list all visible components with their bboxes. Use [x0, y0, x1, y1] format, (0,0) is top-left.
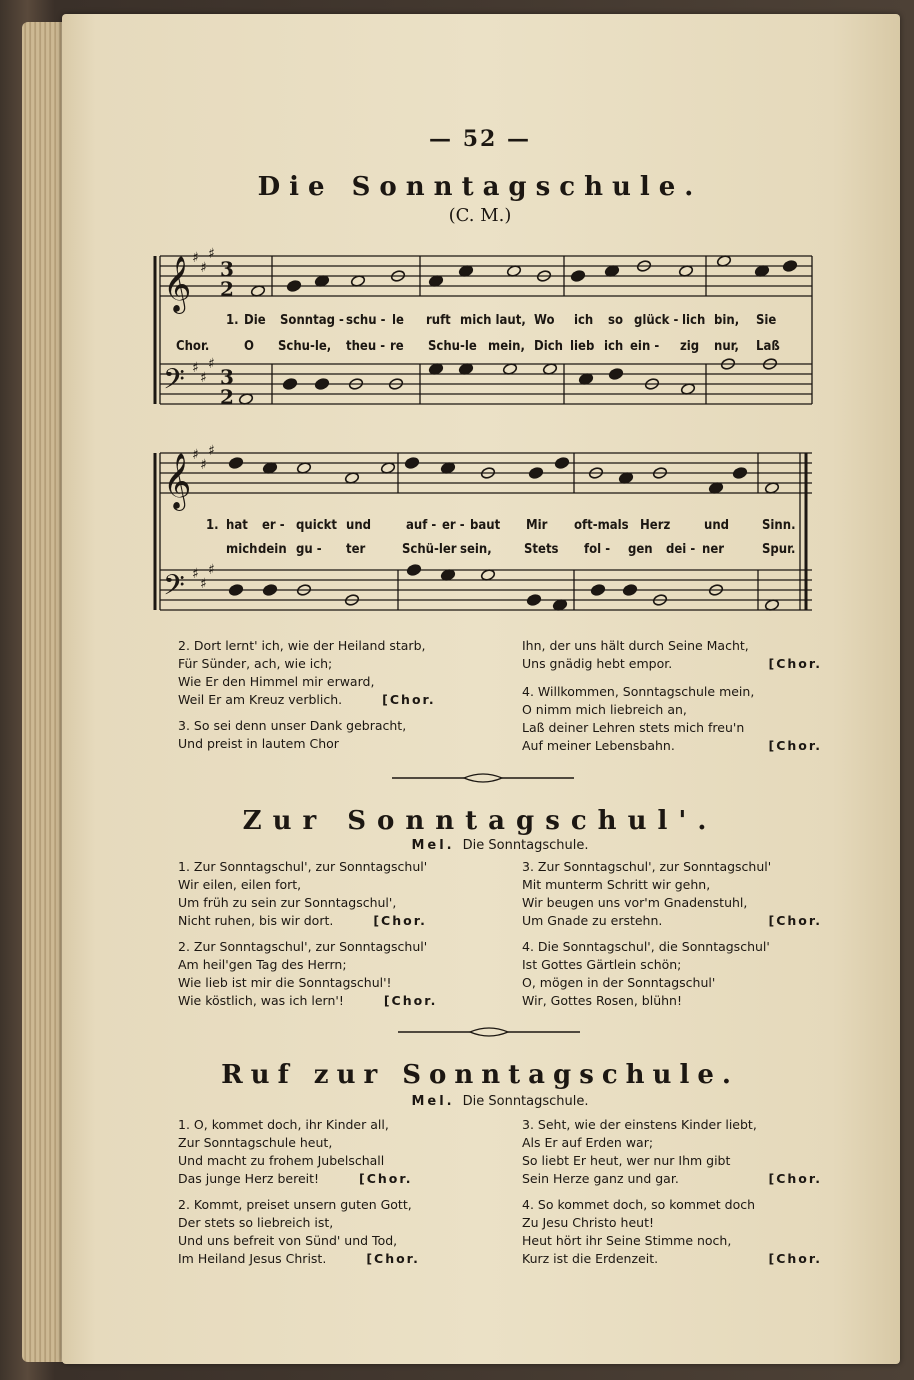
ornament-divider [398, 1024, 580, 1040]
chor-marker: [Chor. [768, 656, 822, 671]
song3-verse-2: 2. Kommt, preiset unsern guten Gott, Der stets so liebreich ist, Und uns befreit von Sünd' und Tod, Im Heiland Jesus Christ. [Chor. [178, 1197, 420, 1266]
note-head [314, 378, 329, 391]
song2-verse-3: 3. Zur Sonntagschul', zur Sonntagschul' Mit munterm Schritt wir gehn, Wir beugen uns vor'm Gnadenstuhl, Um Gnade zu erstehn. [Chor. [522, 859, 822, 928]
note-head [570, 270, 585, 283]
lyric-syllable: hat [226, 518, 248, 533]
chor-label: Chor. [176, 339, 210, 354]
lyric-syllable: so [608, 313, 623, 328]
lyric-syllable: lich [682, 313, 706, 328]
treble-clef-2: 𝄞 [163, 453, 192, 509]
lyric-syllable: O [244, 339, 254, 354]
lyric-syllable: Sinn. [762, 518, 796, 533]
note-head [622, 584, 637, 597]
sharp-sign: ♯ [200, 457, 207, 473]
lyric-syllable: Spur. [762, 542, 796, 557]
song1-verse-3-cont [522, 637, 822, 673]
chor-marker: [Chor. [373, 913, 427, 928]
lyric-syllable: le [392, 313, 404, 328]
lyric-syllable: Die [244, 313, 266, 328]
note-head [282, 378, 297, 391]
lyric-syllable: mein, [488, 339, 525, 354]
song3-verse-1: 1. O, kommet doch, ihr Kinder all, Zur Sonntagschule heut, Und macht zu frohem Jubelschall Das junge Herz bereit! [Chor. [178, 1117, 413, 1186]
lyric-syllable: re [390, 339, 404, 354]
chor-marker: [Chor. [768, 1171, 822, 1186]
lyric-syllable: mich [226, 542, 258, 557]
melody-note: Mel. Die Sonntagschule. [411, 838, 589, 853]
lyric-syllable: oft-mals [574, 518, 629, 533]
lyric-syllable: Schu-le, [278, 339, 332, 354]
song-meter: (C. M.) [448, 205, 512, 226]
note-head [262, 584, 277, 597]
lyric-syllable: Schü-ler [402, 542, 457, 557]
note-head [286, 280, 301, 293]
chor-marker: [Chor. [359, 1171, 413, 1186]
chor-marker: [Chor. [768, 913, 822, 928]
lyric-syllable: quickt [296, 518, 338, 533]
lyric-syllable: Sie [756, 313, 777, 328]
note-head [228, 457, 243, 470]
chor-marker: [Chor. [382, 692, 436, 707]
song1-verse-3 [178, 717, 478, 753]
time-signature: 3 [220, 365, 234, 389]
lyrics-chorus-1 [150, 339, 830, 361]
note-head [528, 467, 543, 480]
note-head [782, 260, 797, 273]
verse-line: 3. So sei denn unser Dank gebracht, [178, 718, 407, 733]
note-head [406, 564, 421, 577]
lyric-syllable: Wo [534, 313, 555, 328]
lyric-syllable: theu - [346, 339, 386, 354]
lyric-syllable: er - [442, 518, 465, 533]
note-head [526, 594, 541, 607]
lyric-syllable: lieb [570, 339, 595, 354]
song-title-2: Zur Sonntagschul'. [242, 806, 718, 836]
verse-line: Laß deiner Lehren stets mich freu'n [522, 720, 745, 735]
lyrics-verse-2 [150, 518, 830, 540]
treble-clef: 𝄞 [163, 256, 192, 312]
lyric-syllable: gen [628, 542, 653, 557]
sharp-sign: ♯ [208, 562, 215, 578]
sharp-sign: ♯ [200, 370, 207, 386]
chor-marker: [Chor. [383, 993, 438, 1008]
lyric-syllable: Mir [526, 518, 548, 533]
bass-clef-2: 𝄢 [163, 569, 185, 609]
verse-label: 1. [226, 313, 239, 328]
song-title-1: Die Sonntagschule. [257, 172, 703, 202]
time-signature: 2 [220, 385, 234, 409]
lyric-syllable: dein [258, 542, 287, 557]
lyric-syllable: ter [346, 542, 366, 557]
time-signature: 3 [220, 257, 234, 281]
lyric-syllable: und [704, 518, 730, 533]
lyric-syllable: baut [470, 518, 501, 533]
sharp-sign: ♯ [192, 250, 199, 266]
verse-line: Ihn, der uns hält durch Seine Macht, [522, 638, 749, 653]
lyric-syllable: er - [262, 518, 285, 533]
chor-marker: [Chor. [366, 1251, 420, 1266]
lyric-syllable: Schu-le [428, 339, 477, 354]
sharp-sign: ♯ [200, 260, 207, 276]
verse-line: 4. Willkommen, Sonntagschule mein, [522, 684, 755, 699]
lyric-syllable: und [346, 518, 372, 533]
sharp-sign: ♯ [192, 447, 199, 463]
song2-verse-2: 2. Zur Sonntagschul', zur Sonntagschul' Am heil'gen Tag des Herrn; Wie lieb ist mir die Sonntagschul'! Wie köstlich, was ich lern'! [Chor. [178, 939, 438, 1008]
verse-line: Auf meiner Lebensbahn. [Chor. [522, 738, 822, 753]
note-head [608, 368, 623, 381]
lyric-syllable: Stets [524, 542, 559, 557]
verse-line: O nimm mich liebreich an, [522, 702, 687, 717]
note-head [554, 457, 569, 470]
note-head [228, 584, 243, 597]
lyric-syllable: ein - [630, 339, 660, 354]
song3-verse-3: 3. Seht, wie der einstens Kinder liebt, Als Er auf Erden war; So liebt Er heut, wer nur Ihm gibt Sein Herze ganz und gar. [Chor. [522, 1117, 822, 1186]
melody-note: Mel. Die Sonntagschule. [411, 1094, 589, 1109]
sharp-sign: ♯ [192, 566, 199, 582]
song1-verse-4 [522, 683, 822, 755]
sharp-sign: ♯ [200, 576, 207, 592]
lyric-syllable: Dich [534, 339, 563, 354]
lyrics-verse-1 [150, 313, 830, 335]
sharp-sign: ♯ [208, 246, 215, 262]
lyric-syllable: ner [702, 542, 725, 557]
sharp-sign: ♯ [208, 356, 215, 372]
lyric-syllable: fol - [584, 542, 611, 557]
lyric-syllable: auf - [406, 518, 437, 533]
song2-verse-4: 4. Die Sonntagschul', die Sonntagschul' Ist Gottes Gärtlein schön; O, mögen in der Sonntagschul' Wir, Gottes Rosen, blühn! [522, 939, 770, 1008]
bass-clef: 𝄢 [163, 363, 185, 403]
note-head [590, 584, 605, 597]
lyrics-chorus-2 [150, 542, 830, 564]
lyric-syllable: Laß [756, 339, 780, 354]
note-head [404, 457, 419, 470]
lyric-syllable: Sonntag - [280, 313, 344, 328]
page-number: — 52 — [429, 126, 531, 152]
verse-line: Für Sünder, ach, wie ich; [178, 656, 333, 671]
lyric-syllable: bin, [714, 313, 740, 328]
ornament-divider [392, 770, 574, 786]
verse-line: Wie Er den Himmel mir erward, [178, 674, 375, 689]
lyric-syllable: dei - [666, 542, 696, 557]
chor-marker: [Chor. [768, 1251, 822, 1266]
song1-verse-2 [178, 637, 478, 709]
verse-line: Weil Er am Kreuz verblich. [Chor. [178, 692, 436, 707]
verse-line: Und preist in lautem Chor [178, 736, 339, 751]
song3-verse-4: 4. So kommet doch, so kommet doch Zu Jesu Christo heut! Heut hört ihr Seine Stimme noch, Kurz ist die Erdenzeit. [Chor. [522, 1197, 822, 1266]
sharp-sign: ♯ [192, 360, 199, 376]
time-signature: 2 [220, 277, 234, 301]
lyric-syllable: ich [574, 313, 594, 328]
sharp-sign: ♯ [208, 443, 215, 459]
lyric-syllable: nur, [714, 339, 739, 354]
lyric-syllable: sein, [460, 542, 492, 557]
lyric-syllable: ich [604, 339, 624, 354]
verse-line: 2. Dort lernt' ich, wie der Heiland starb, [178, 638, 426, 653]
lyric-syllable: zig [680, 339, 700, 354]
lyric-syllable: mich laut, [460, 313, 526, 328]
lyric-syllable: glück - [634, 313, 679, 328]
song-title-3: Ruf zur Sonntagschule. [221, 1060, 739, 1090]
lyric-syllable: ruft [426, 313, 451, 328]
song2-verse-1: 1. Zur Sonntagschul', zur Sonntagschul' Wir eilen, eilen fort, Um früh zu sein zur Sonntagschul', Nicht ruhen, bis wir dort. [Chor. [178, 859, 428, 928]
lyric-syllable: Herz [640, 518, 671, 533]
verse-label: 1. [206, 518, 219, 533]
verse-line: Uns gnädig hebt empor. [Chor. [522, 656, 822, 671]
lyric-syllable: schu - [346, 313, 386, 328]
chor-marker: [Chor. [768, 738, 822, 753]
lyric-syllable: gu - [296, 542, 322, 557]
note-head [732, 467, 747, 480]
